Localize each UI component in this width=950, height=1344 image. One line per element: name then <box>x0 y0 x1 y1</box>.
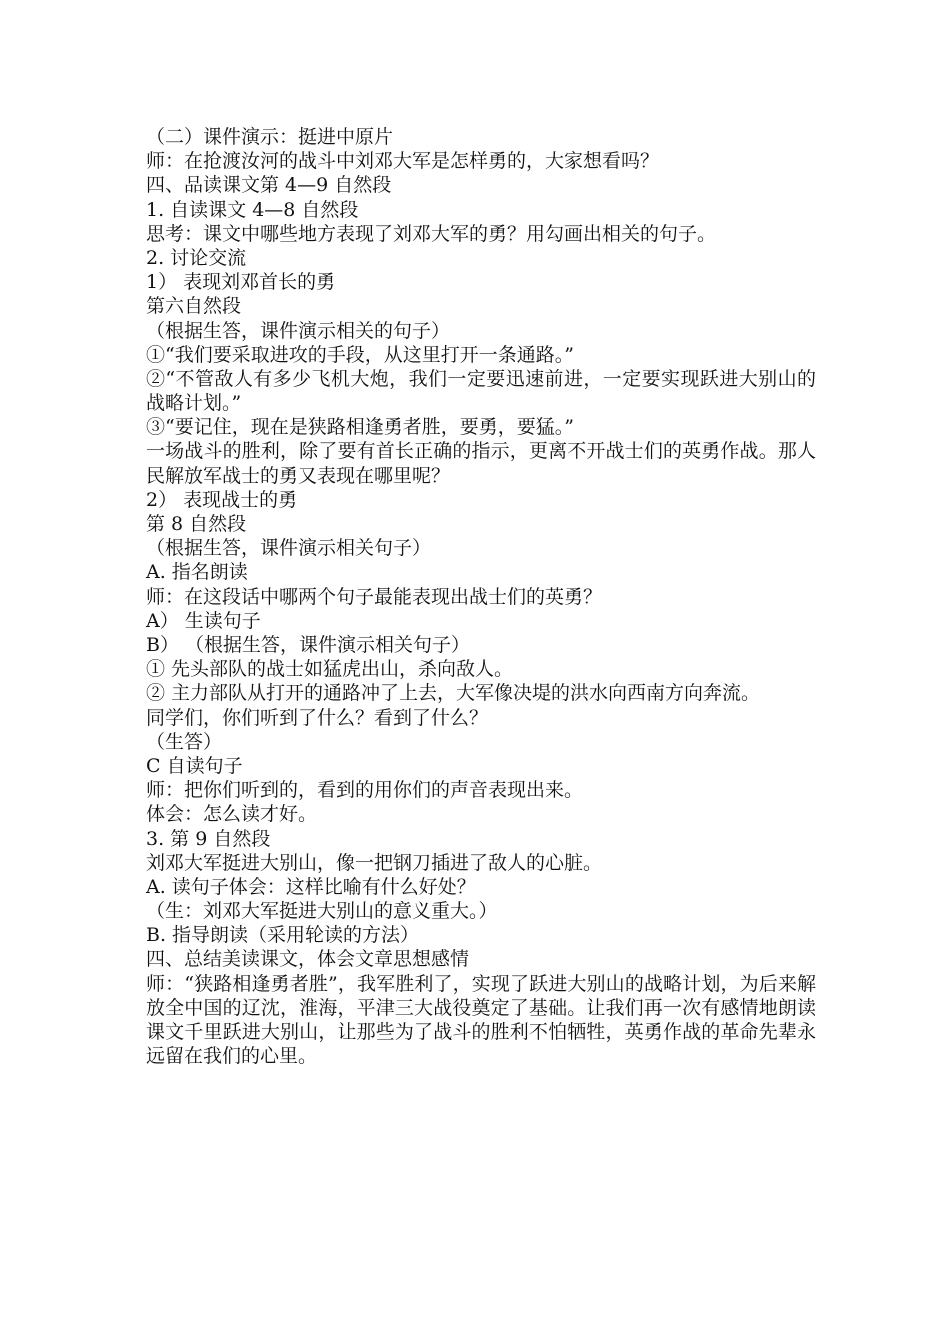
quote-line: ②“不管敌人有多少飞机大炮，我们一定要迅速前进，一定要实现跃进大别山的战略计划。” <box>146 367 816 415</box>
section-heading-summary: 四、总结美读课文，体会文章思想感情 <box>146 948 470 971</box>
step-item: C 自读句子 <box>146 754 243 777</box>
subsection-heading: 2） 表现战士的勇 <box>146 488 298 511</box>
quote-line: ② 主力部队从打开的通路冲了上去，大军像决堤的洪水向西南方向奔流。 <box>146 682 761 705</box>
step-item: A） 生读句子 <box>146 609 261 632</box>
step-item: B） （根据生答，课件演示相关句子） <box>146 634 471 656</box>
step-heading: 1. 自读课文 4—8 自然段 <box>146 198 359 221</box>
section-heading-reading: 四、品读课文第 4—9 自然段 <box>146 174 392 197</box>
step-heading: 3. 第 9 自然段 <box>146 827 271 850</box>
body-line: 刘邓大军挺进大别山，像一把钢刀插进了敌人的心脏。 <box>146 851 603 874</box>
section-heading-courseware: （二）课件演示：挺进中原片 <box>146 126 394 148</box>
note-line: （根据生答，课件演示相关句子） <box>146 537 432 560</box>
teacher-line: 师：在这段话中哪两个句子最能表现出战士们的英勇？ <box>146 585 603 608</box>
paragraph-label: 第 8 自然段 <box>146 513 247 536</box>
body-line: 体会：怎么读才好。 <box>146 803 318 826</box>
document-body <box>146 125 816 1068</box>
note-line: （生：刘邓大军挺进大别山的意义重大。） <box>146 900 498 923</box>
note-line: （根据生答，课件演示相关的句子） <box>146 319 451 342</box>
thinking-prompt: 思考：课文中哪些地方表现了刘邓大军的勇？用勾画出相关的句子。 <box>146 222 717 245</box>
quote-line: ①“我们要采取进攻的手段，从这里打开一条通路。” <box>146 343 574 366</box>
step-heading: 2. 讨论交流 <box>146 246 247 269</box>
teacher-summary-paragraph: 师：“狭路相逢勇者胜”，我军胜利了，实现了跃进大别山的战略计划，为后来解放全中国的辽沈，淮海，平津三大战役奠定了基础。让我们再一次有感情地朗读课文千里跃进大别山，让那些为了战斗的胜利不怕牺牲，英勇作战的革命先辈永远留在我们的心里。 <box>146 972 816 1068</box>
step-item: A. 指名朗读 <box>146 561 248 584</box>
subsection-heading: 1） 表现刘邓首长的勇 <box>146 271 336 294</box>
paragraph-label: 第六自然段 <box>146 295 242 318</box>
step-item: B. 指导朗读（采用轮读的方法） <box>146 924 420 947</box>
body-paragraph: 一场战斗的胜利，除了要有首长正确的指示，更离不开战士们的英勇作战。那人民解放军战士的勇又表现在哪里呢？ <box>146 440 816 487</box>
quote-line: ③“要记住，现在是狭路相逢勇者胜，要勇，要猛。” <box>146 416 574 439</box>
teacher-line: 师：在抢渡汝河的战斗中刘邓大军是怎样勇的，大家想看吗？ <box>146 150 660 173</box>
body-line: 同学们，你们听到了什么？看到了什么？ <box>146 706 489 729</box>
quote-line: ① 先头部队的战士如猛虎出山，杀向敌人。 <box>146 658 514 681</box>
note-line: （生答） <box>146 730 223 753</box>
teacher-line: 师：把你们听到的，看到的用你们的声音表现出来。 <box>146 779 584 802</box>
step-item: A. 读句子体会：这样比喻有什么好处？ <box>146 875 476 898</box>
